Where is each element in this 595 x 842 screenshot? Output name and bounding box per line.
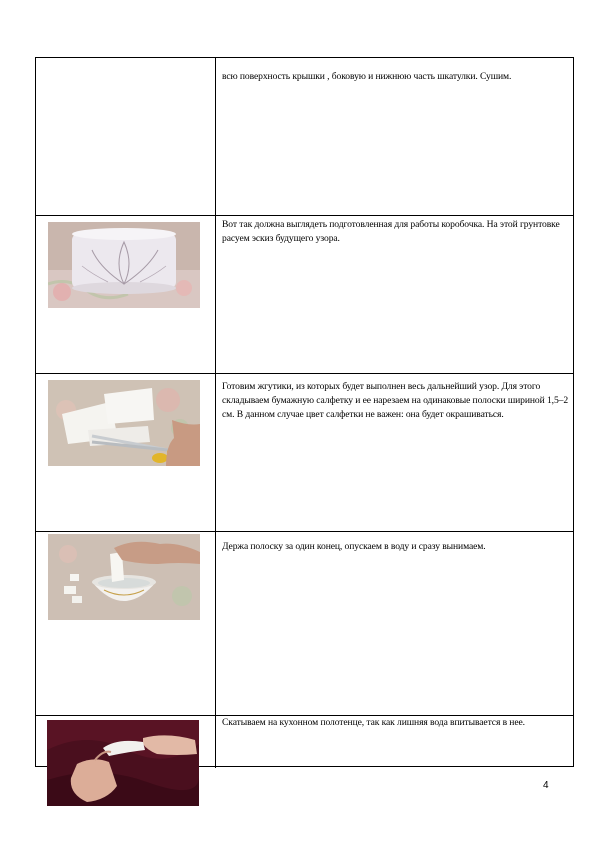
step-text: Скатываем на кухонном полотенце, так как лишняя вода впитывается в нее.	[222, 717, 525, 728]
instruction-table	[35, 57, 574, 767]
step-text: Держа полоску за один конец, опускаем в воду и сразу вынимаем.	[222, 541, 486, 552]
painted-box-photo	[48, 222, 200, 308]
step-text: всю поверхность крышки , боковую и нижнюю часть шкатулки. Сушим.	[222, 71, 512, 82]
step-text: Готовим жгутики, из которых будет выполнен весь дальнейший узор. Для этого складываем бумажную салфетку и ее нарезаем на одинаковые полоски шириной 1,5–2 см. В данном случае цвет салфетки не важен: она будет окрашиваться.	[222, 381, 569, 420]
cutting-napkin-photo	[48, 380, 200, 466]
table-row	[36, 216, 573, 374]
step-text: Вот так должна выглядеть подготовленная для работы коробочка. На этой грунтовке расуем эскиз будущего узора.	[222, 219, 560, 244]
table-row	[36, 374, 573, 532]
table-row	[36, 532, 573, 716]
table-row	[36, 58, 573, 216]
rolling-strip-photo	[47, 720, 199, 806]
page-number: 4	[543, 780, 549, 791]
dipping-strip-photo	[48, 534, 200, 620]
